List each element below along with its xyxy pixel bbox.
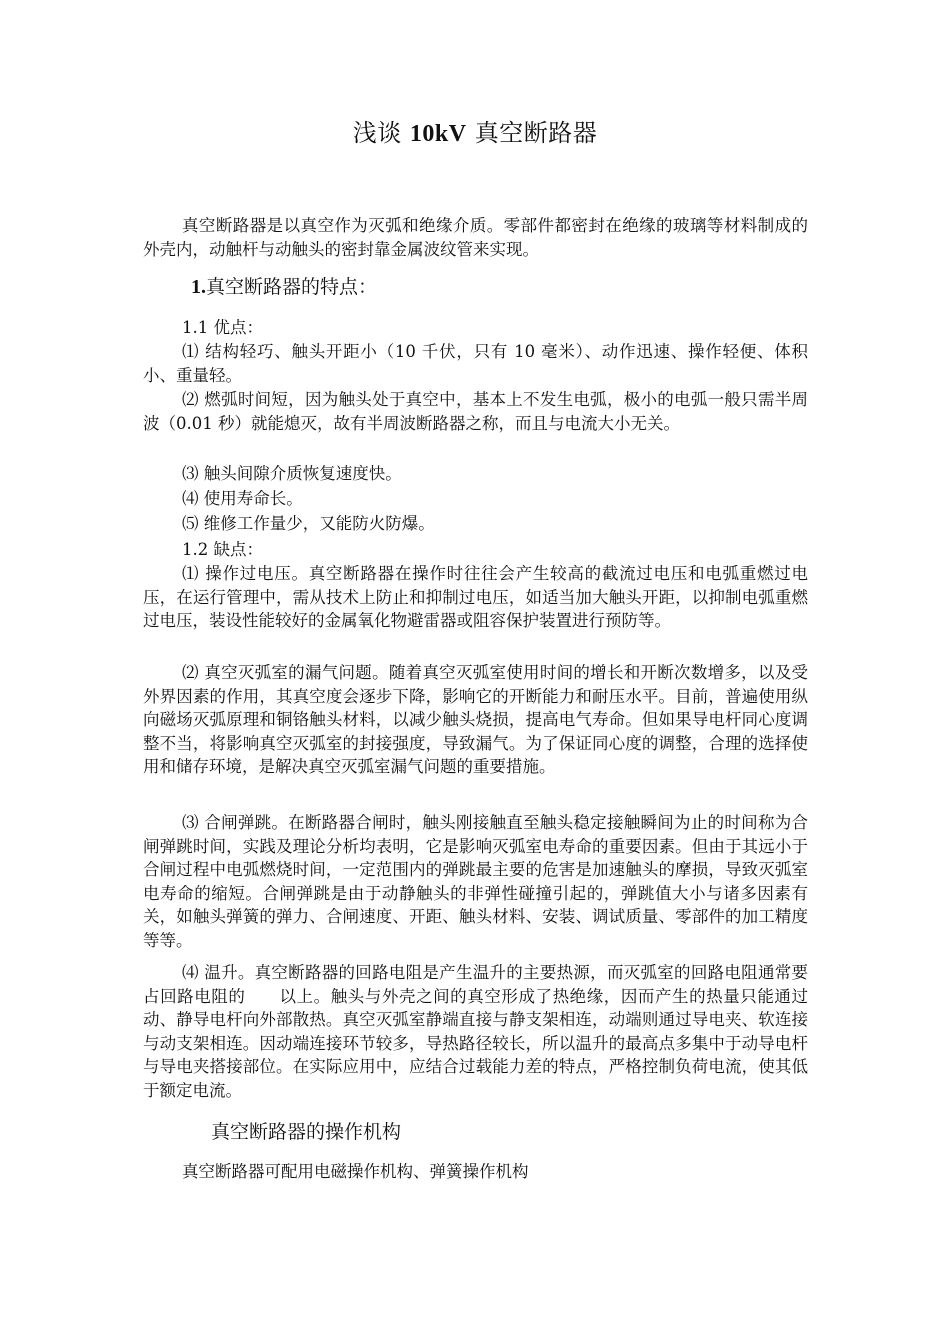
disadvantages-label: 1.2 缺点： — [182, 540, 263, 559]
disadvantage-item: ⑴ 操作过电压。真空断路器在操作时往往会产生较高的截流过电压和电弧重燃过电压，在运行管理中，需从技术上防止和抑制过电压，如适当加大触头开距，以抑制电弧重燃过电压，装设性能较好的金属氧化物避雷器或阻容保护装置进行预防等。 — [143, 564, 808, 630]
title-prefix: 浅谈 — [352, 119, 402, 147]
document-title — [0, 116, 950, 151]
advantage-item: ⑴ 结构轻巧、触头开距小（10 千伏，只有 10 毫米）、动作迅速、操作轻便、体积小、重量轻。 — [143, 342, 808, 385]
section2-heading: 真空断路器的操作机构 — [211, 1121, 402, 1143]
advantage-item: ⑸ 维修工作量少，又能防火防爆。 — [182, 514, 435, 533]
advantage-item: ⑷ 使用寿命长。 — [182, 489, 303, 508]
title-voltage: 10kV — [409, 121, 467, 147]
advantage-item: ⑵ 燃弧时间短，因为触头处于真空中，基本上不发生电弧，极小的电弧一般只需半周波（0.01 秒）就能熄灭，故有半周波断路器之称，而且与电流大小无关。 — [143, 390, 808, 433]
title-suffix: 真空断路器 — [474, 119, 598, 147]
disadvantage-item: ⑷ 温升。真空断路器的回路电阻是产生温升的主要热源，而灭弧室的回路电阻通常要占回路电阻的 以上。触头与外壳之间的真空形成了热绝缘，因而产生的热量只能通过动、静导电杆向外部散热。真空灭弧室静端直接与静支架相连，动端则通过导电夹、软连接与动支架相连。因动端连接环节较多，导热路径较长，所以温升的最高点多集中于动导电杆与导电夹搭接部位。在实际应用中，应结合过载能力差的特点，严格控制负荷电流，使其低于额定电流。 — [143, 963, 808, 1100]
advantages-label: 1.1 优点： — [182, 318, 263, 337]
disadvantage-item: ⑵ 真空灭弧室的漏气问题。随着真空灭弧室使用时间的增长和开断次数增多，以及受外界因素的作用，其真空度会逐步下降，影响它的开断能力和耐压水平。目前，普遍使用纵向磁场灭弧原理和铜铬触头材料，以减少触头烧损，提高电气寿命。但如果导电杆同心度调整不当，将影响真空灭弧室的封接强度，导致漏气。为了保证同心度的调整，合理的选择使用和储存环境，是解决真空灭弧室漏气问题的重要措施。 — [143, 663, 808, 776]
section1-heading — [191, 273, 377, 301]
advantage-item: ⑶ 触头间隙介质恢复速度快。 — [182, 464, 402, 483]
intro-paragraph: 真空断路器是以真空作为灭弧和绝缘介质。零部件都密封在绝缘的玻璃等材料制成的外壳内，动触杆与动触头的密封靠金属波纹管来实现。 — [143, 216, 808, 259]
section1-heading-text: 真空断路器的特点： — [206, 276, 378, 298]
section2-body: 真空断路器可配用电磁操作机构、弹簧操作机构 — [182, 1162, 529, 1181]
section1-number: 1. — [191, 276, 206, 298]
disadvantage-item: ⑶ 合闸弹跳。在断路器合闸时，触头刚接触直至触头稳定接触瞬间为止的时间称为合闸弹跳时间，实践及理论分析均表明，它是影响灭弧室电寿命的重要因素。但由于其远小于合闸过程中电弧燃烧时间，一定范围内的弹跳最主要的危害是加速触头的摩损，导致灭弧室电寿命的缩短。合闸弹跳是由于动静触头的非弹性碰撞引起的，弹跳值大小与诸多因素有关，如触头弹簧的弹力、合闸速度、开距、触头材料、安装、调试质量、零部件的加工精度等等。 — [143, 813, 808, 950]
